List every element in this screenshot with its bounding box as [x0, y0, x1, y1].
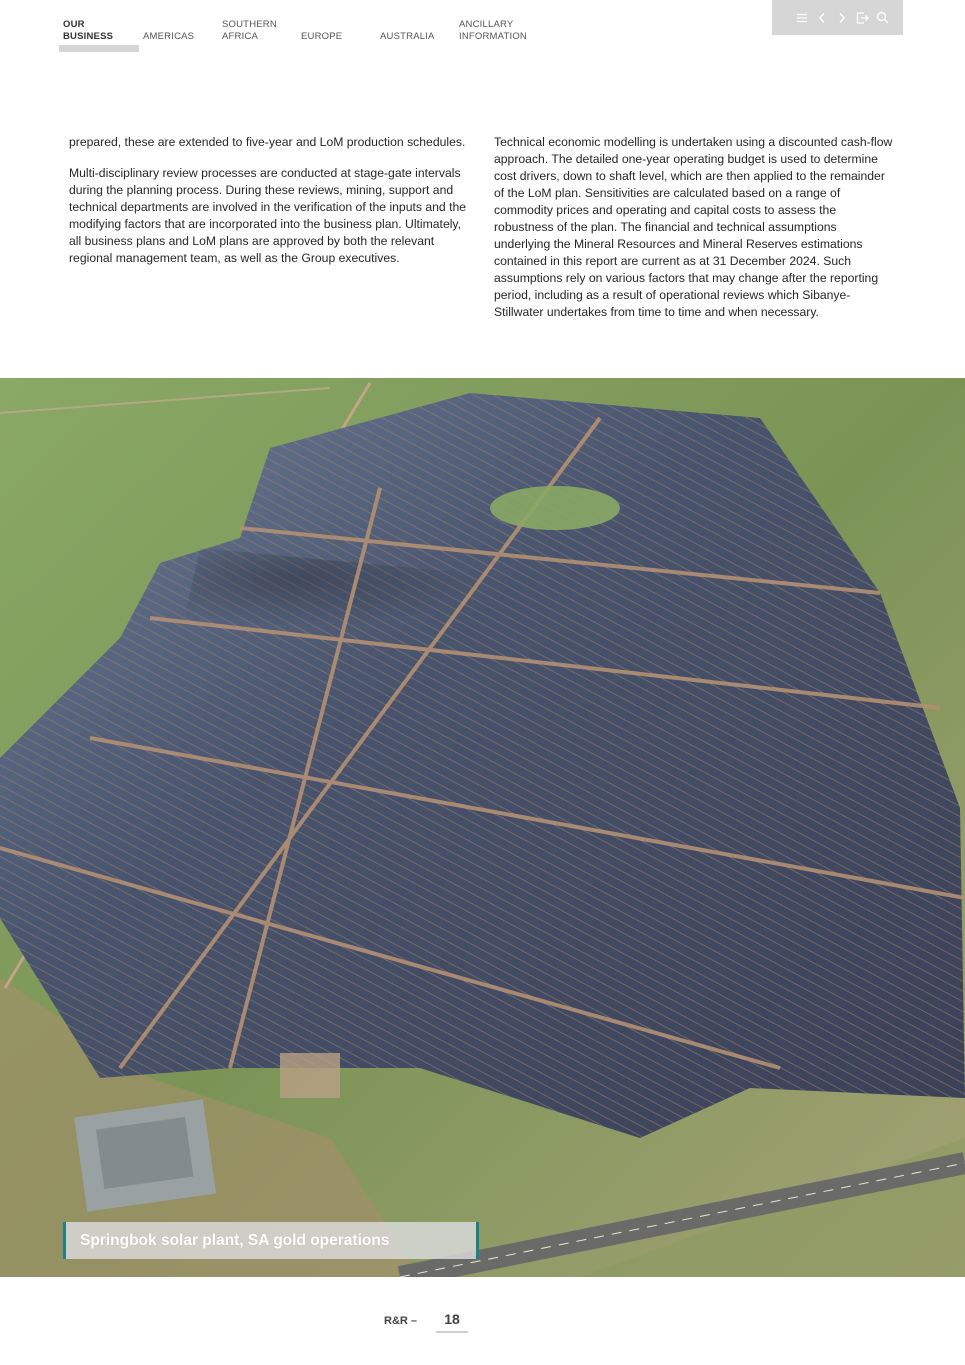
tab-label-line2: AUSTRALIA	[380, 31, 435, 42]
toolbar	[772, 0, 903, 35]
tab-australia[interactable]	[380, 19, 435, 43]
tab-our-business[interactable]	[63, 19, 113, 43]
active-tab-indicator	[59, 45, 139, 52]
solar-plant-photo	[0, 378, 965, 1277]
tab-label-line2: INFORMATION	[459, 31, 527, 42]
exit-icon[interactable]	[855, 11, 869, 25]
tab-label-line2: BUSINESS	[63, 31, 114, 42]
page-footer	[0, 1310, 965, 1340]
tab-southern-africa[interactable]	[222, 19, 277, 43]
tab-label-line1	[143, 19, 194, 31]
photo-caption	[63, 1222, 479, 1259]
tab-americas[interactable]	[143, 19, 194, 43]
tab-label-line1: OUR	[63, 19, 85, 30]
left-column	[69, 134, 474, 281]
right-column	[494, 134, 894, 335]
chevron-left-icon[interactable]	[815, 11, 829, 25]
search-icon[interactable]	[875, 11, 889, 25]
tab-europe[interactable]	[301, 19, 342, 43]
body-paragraph: prepared, these are extended to five-year and LoM production schedules.	[69, 135, 466, 149]
tab-label-line1	[380, 19, 435, 31]
caption-text: Springbok solar plant, SA gold operations	[80, 1231, 390, 1249]
tab-label-line1: ANCILLARY	[459, 19, 514, 30]
page-number[interactable]: 18	[436, 1311, 468, 1333]
body-paragraph: Multi-disciplinary review processes are conducted at stage-gate intervals during the planning process. During these reviews, mining, support and technical departments are involved in the verification of the inputs and the modifying factors that are incorporated into the business plan. Ultimately, all business plans and LoM plans are approved by both the relevant regional management team, as well as the Group executives.	[69, 166, 467, 265]
top-navigation	[0, 0, 965, 60]
tab-label-line2: AFRICA	[222, 31, 259, 42]
body-paragraph: Technical economic modelling is undertaken using a discounted cash-flow approach. The detailed one-year operating budget is used to determine cost drivers, down to shaft level, which are then applied to the remainder of the LoM plan. Sensitivities are calculated based on a range of commodity prices and operating and capital costs to assess the robustness of the plan. The financial and technical assumptions underlying the Mineral Resources and Mineral Reserves estimations contained in this report are current as at 31 December 2024. Such assumptions rely on various factors that may change after the reporting period, including as a result of operational reviews which Sibanye-Stillwater undertakes from time to time and when necessary.	[494, 135, 893, 319]
tab-ancillary-information[interactable]	[459, 19, 527, 43]
menu-icon[interactable]	[795, 11, 809, 25]
tab-label-line2: AMERICAS	[143, 31, 195, 42]
footer-label: R&R –	[384, 1315, 418, 1327]
tab-label-line1	[301, 19, 342, 31]
chevron-right-icon[interactable]	[835, 11, 849, 25]
tab-label-line2: EUROPE	[301, 31, 343, 42]
tab-label-line1: SOUTHERN	[222, 19, 277, 30]
